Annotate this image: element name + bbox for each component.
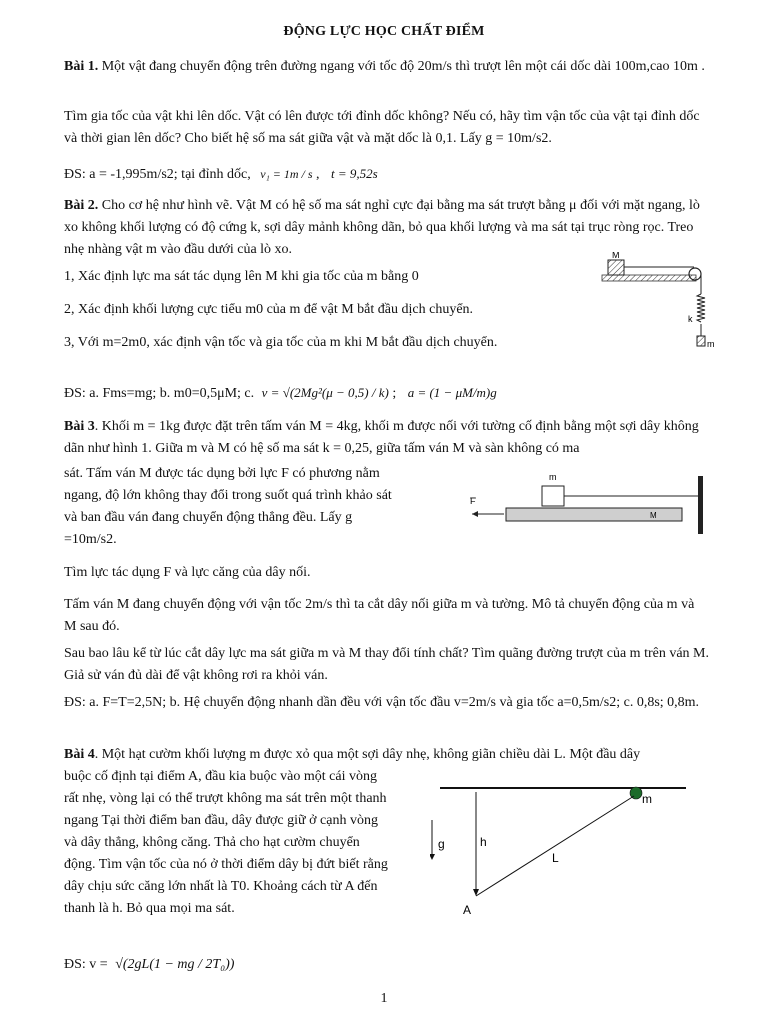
bai1-text-1: Một vật đang chuyển động trên đường ngang với tốc độ 20m/s thì trượt lên một cái dốc dài 100m,cao 10m . <box>101 59 705 74</box>
bai3-label: Bài 3 <box>64 419 95 434</box>
bai4-label: Bài 4 <box>64 747 95 762</box>
bai2-formula-a: a = (1 − μM/m)g <box>407 385 497 400</box>
label-g: g <box>438 837 445 851</box>
label-M: M <box>612 252 620 260</box>
bai3-para-line-4: =10m/s2. <box>64 532 117 547</box>
bai2-question-3: 3, Với m=2m0, xác định vận tốc và gia tốc của m khi M bắt đầu dịch chuyển. <box>64 335 498 350</box>
bai3-para-line-1: sát. Tấm ván M được tác dụng bởi lực F có phương nằm <box>64 466 380 481</box>
bai3-question-2: Tấm ván M đang chuyển động với vận tốc 2m/s thì ta cắt dây nối giữa m và tường. Mô tả chuyển động của m và M sau đó. <box>64 597 695 634</box>
label-L: L <box>552 851 559 865</box>
bai1-paragraph-2: Tìm gia tốc của vật khi lên dốc. Vật có lên được tới đỉnh dốc không? Nếu có, hãy tìm vận tốc của vật tại đỉnh dốc và thời gian lên dốc? Cho biết hệ số ma sát giữa vật và mặt dốc là 0,1. Lấy g = 10m/s2. <box>64 109 700 146</box>
bai2-semicolon: ; <box>392 386 397 401</box>
bai2-intro-text: Cho cơ hệ như hình vẽ. Vật M có hệ số ma sát nghỉ cực đại bằng ma sát trượt bằng μ đối với mặt ngang, lò xo không khối lượng có độ cứng k, sợi dây mảnh không dãn, bỏ qua khối lượng và ma sát tại trục ròng rọc. Treo nhẹ nhàng vật m vào đầu dưới của lò xo. <box>64 198 700 257</box>
bai3-question-1: Tìm lực tác dụng F và lực căng của dây nối. <box>64 565 311 580</box>
label-h: h <box>480 835 487 849</box>
bai3-question-3: Sau bao lâu kể từ lúc cắt dây lực ma sát giữa m và M thay đổi tính chất? Tìm quãng đường trượt của m trên ván M. Giả sử ván đủ dài để vật không rơi ra khỏi ván. <box>64 646 709 683</box>
bai4-intro <box>64 744 709 766</box>
bai1-answer <box>64 163 709 186</box>
block-m <box>542 486 564 506</box>
bai2-answer-text: ĐS: a. Fms=mg; b. m0=0,5μM; c. <box>64 386 255 401</box>
bai4-intro-text: . Một hạt cườm khối lượng m được xỏ qua một sợi dây nhẹ, không giãn chiều dài L. Một đầu dây <box>94 747 641 762</box>
bai3-intro-text: . Khối m = 1kg được đặt trên tấm ván M = 4kg, khối m được nối với tường cố định bằng một sợi dây không dãn như hình 1. Giữa m và M có hệ số ma sát k = 0,25, giữa tấm ván M và sàn không có ma <box>64 419 699 456</box>
table-surface <box>602 275 696 281</box>
label-F: F <box>470 496 476 506</box>
bai2-label: Bài 2. <box>64 198 99 213</box>
spring <box>697 294 705 322</box>
page-title: ĐỘNG LỰC HỌC CHẤT ĐIỂM <box>283 24 485 39</box>
bai2-question-1: 1, Xác định lực ma sát tác dụng lên M khi gia tốc của m bằng 0 <box>64 269 419 284</box>
label-A: A <box>463 903 472 917</box>
bai3-intro <box>64 416 709 460</box>
bai3-para-line-2: ngang, độ lớn không thay đổi trong suốt quá trình khảo sát <box>64 488 392 503</box>
bai4-line-3: ngang Tại thời điểm ban đầu, dây được giữ ở cạnh vòng <box>64 813 378 828</box>
label-m: m <box>642 792 652 806</box>
bai4-answer-label: ĐS: v = <box>64 957 108 972</box>
bai1-answer-text: ĐS: a = -1,995m/s2; tại đỉnh dốc, <box>64 167 251 182</box>
bai4-line-2: rất nhẹ, vòng lại có thể trượt không ma sát trên một thanh <box>64 791 387 806</box>
bai4-answer <box>64 954 364 976</box>
bai2-question-2: 2, Xác định khối lượng cực tiểu m0 của m để vật M bắt đầu dịch chuyển. <box>64 302 474 317</box>
bai3-para-line-3: và ban đầu ván đang chuyển động thẳng đều. Lấy g <box>64 510 353 525</box>
bai4-line-1: buộc cố định tại điểm A, đầu kia buộc vào một cái vòng <box>64 769 377 784</box>
bai1-formula-sep: , <box>316 167 320 182</box>
label-m: m <box>707 339 715 349</box>
string-L <box>476 796 634 896</box>
label-M: M <box>650 511 657 520</box>
bai4-answer-formula: √(2gL(1 − mg / 2T₀)) <box>115 957 235 972</box>
block-M <box>608 260 624 275</box>
bai4-line-7: thanh là h. Bỏ qua mọi ma sát. <box>64 901 235 916</box>
bai2-formula-v: v = √(2Mg²(μ − 0,5) / k) <box>261 385 389 400</box>
bai1-formula-v1: v₁ = 1m / s <box>260 167 313 181</box>
bai1-label: Bài 1. <box>64 59 99 74</box>
label-k: k <box>688 314 693 324</box>
bai4-figure <box>430 778 690 918</box>
bai3-figure <box>462 468 714 540</box>
bai2-figure <box>596 252 716 362</box>
bai1-formula-t: t = 9,52s <box>331 166 378 181</box>
page-number: 1 <box>380 991 388 1006</box>
bai4-line-4: và dây thẳng, không căng. Thả cho hạt cườm chuyển <box>64 835 360 850</box>
bai4-line-6: dây chịu sức căng lớn nhất là T0. Khoảng cách từ A đến <box>64 879 378 894</box>
wall <box>698 476 703 534</box>
bai1-paragraph-1 <box>64 56 709 78</box>
block-m <box>697 336 705 346</box>
label-m: m <box>549 472 557 482</box>
bai2-answer <box>64 382 664 405</box>
bai3-answer: ĐS: a. F=T=2,5N; b. Hệ chuyển động nhanh dần đều với vận tốc đầu v=2m/s và gia tốc a=0,5m/s2; c. 0,8s; 0,8m. <box>64 695 700 710</box>
bai4-line-5: động. Tìm vận tốc của nó ở thời điểm dây bị đứt biết rằng <box>64 857 388 872</box>
